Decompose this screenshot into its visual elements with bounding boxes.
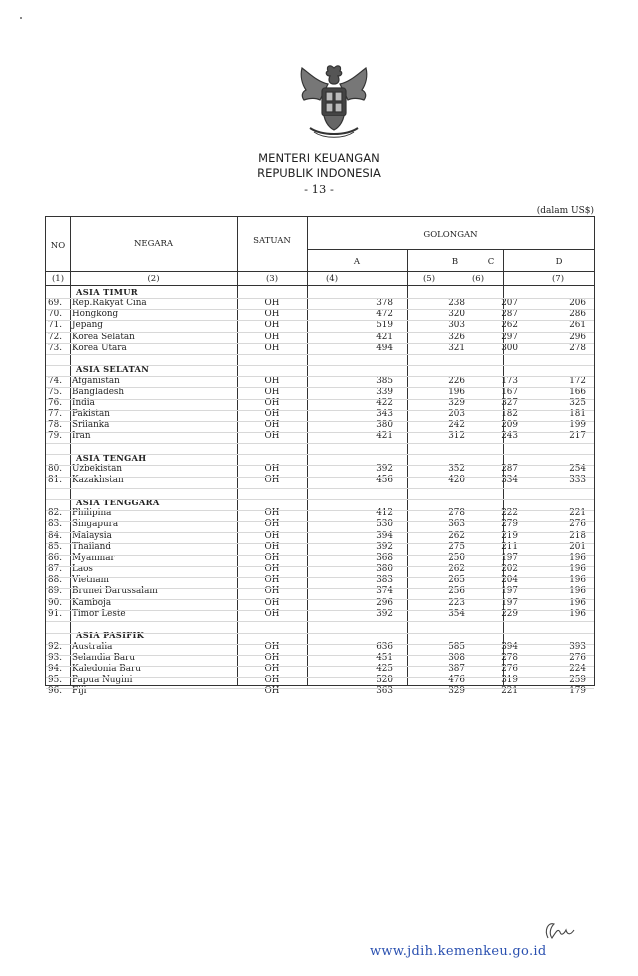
row-number: 83. bbox=[48, 519, 62, 530]
value-b: 262 bbox=[448, 564, 465, 575]
col-index: (7) bbox=[551, 274, 565, 284]
row-number: 90. bbox=[48, 597, 62, 608]
country-name: Singapura bbox=[72, 519, 119, 530]
country-name: Kamboja bbox=[72, 597, 112, 608]
unit-cell: OH bbox=[264, 575, 280, 586]
value-b: 326 bbox=[448, 331, 465, 342]
country-name: Rep.Rakyat Cina bbox=[72, 298, 147, 309]
row-separator bbox=[46, 655, 594, 656]
unit-cell: OH bbox=[264, 652, 280, 663]
garuda-emblem-icon bbox=[288, 54, 380, 146]
unit-cell: OH bbox=[264, 564, 280, 575]
value-d: 196 bbox=[569, 586, 586, 597]
row-separator bbox=[46, 621, 594, 622]
row-number: 91. bbox=[48, 608, 62, 619]
value-c: 297 bbox=[501, 331, 518, 342]
section-title: ASIA TIMUR bbox=[76, 287, 139, 297]
country-name: Australia bbox=[72, 641, 113, 652]
unit-cell: OH bbox=[264, 386, 280, 397]
country-name: Fiji bbox=[72, 686, 87, 697]
row-separator bbox=[46, 320, 594, 321]
value-d: 196 bbox=[569, 597, 586, 608]
value-a: 421 bbox=[376, 331, 393, 342]
value-a: 392 bbox=[376, 464, 393, 475]
value-a: 392 bbox=[376, 608, 393, 619]
row-separator bbox=[46, 644, 594, 645]
value-d: 196 bbox=[569, 608, 586, 619]
unit-cell: OH bbox=[264, 675, 280, 686]
header-line-1: MENTERI KEUANGAN bbox=[258, 151, 380, 165]
row-number: 92. bbox=[48, 641, 62, 652]
value-d: 172 bbox=[569, 375, 586, 386]
row-separator bbox=[46, 376, 594, 377]
value-d: 201 bbox=[569, 541, 586, 552]
value-c: 202 bbox=[501, 564, 518, 575]
value-c: 219 bbox=[501, 530, 518, 541]
country-name: Laos bbox=[72, 564, 93, 575]
row-number: 87. bbox=[48, 564, 62, 575]
value-a: 520 bbox=[376, 675, 393, 686]
value-d: 261 bbox=[569, 320, 586, 331]
country-name: Afganistan bbox=[72, 375, 120, 386]
row-number: 86. bbox=[48, 552, 62, 563]
value-a: 339 bbox=[376, 386, 393, 397]
row-number: 75. bbox=[48, 386, 62, 397]
country-name: Hongkong bbox=[72, 309, 119, 320]
page-number: - 13 - bbox=[304, 182, 334, 196]
unit-cell: OH bbox=[264, 608, 280, 619]
value-d: 181 bbox=[569, 409, 586, 420]
value-d: 276 bbox=[569, 652, 586, 663]
value-a: 456 bbox=[376, 475, 393, 486]
value-c: 287 bbox=[501, 309, 518, 320]
value-b: 275 bbox=[448, 541, 465, 552]
value-c: 222 bbox=[501, 508, 518, 519]
value-d: 296 bbox=[569, 331, 586, 342]
value-d: 325 bbox=[569, 397, 586, 408]
row-number: 88. bbox=[48, 575, 62, 586]
value-d: 278 bbox=[569, 342, 586, 353]
value-b: 354 bbox=[448, 608, 465, 619]
row-number: 94. bbox=[48, 663, 62, 674]
col-no-header: NO bbox=[50, 241, 66, 251]
col-index: (4) bbox=[325, 274, 339, 284]
section-title: ASIA TENGAH bbox=[76, 453, 147, 464]
value-a: 392 bbox=[376, 541, 393, 552]
header-line bbox=[46, 285, 594, 286]
unit-cell: OH bbox=[264, 409, 280, 420]
value-c: 173 bbox=[501, 375, 518, 386]
unit-cell: OH bbox=[264, 530, 280, 541]
value-d: 276 bbox=[569, 519, 586, 530]
col-golongan-header: GOLONGAN bbox=[423, 230, 478, 240]
country-name: Korea Selatan bbox=[72, 331, 135, 342]
value-a: 343 bbox=[376, 409, 393, 420]
unit-cell: OH bbox=[264, 552, 280, 563]
value-b: 321 bbox=[448, 342, 465, 353]
row-number: 76. bbox=[48, 397, 62, 408]
value-c: 167 bbox=[501, 386, 518, 397]
unit-cell: OH bbox=[264, 541, 280, 552]
value-c: 334 bbox=[501, 475, 518, 486]
row-separator bbox=[46, 688, 594, 689]
value-d: 179 bbox=[569, 686, 586, 697]
value-d: 199 bbox=[569, 420, 586, 431]
row-separator bbox=[46, 309, 594, 310]
unit-cell: OH bbox=[264, 431, 280, 442]
row-separator bbox=[46, 610, 594, 611]
row-number: 81. bbox=[48, 475, 62, 486]
value-c: 197 bbox=[501, 586, 518, 597]
value-d: 196 bbox=[569, 564, 586, 575]
row-separator bbox=[46, 410, 594, 411]
value-b: 387 bbox=[448, 663, 465, 674]
value-d: 259 bbox=[569, 675, 586, 686]
value-a: 425 bbox=[376, 663, 393, 674]
value-c: 207 bbox=[501, 298, 518, 309]
value-b: 585 bbox=[448, 641, 465, 652]
value-a: 380 bbox=[376, 420, 393, 431]
value-a: 472 bbox=[376, 309, 393, 320]
country-name: Bangladesh bbox=[72, 386, 125, 397]
unit-cell: OH bbox=[264, 464, 280, 475]
value-b: 242 bbox=[448, 420, 465, 431]
section-title: ASIA TENGGARA bbox=[76, 497, 160, 508]
value-b: 196 bbox=[448, 386, 465, 397]
country-name: Iran bbox=[72, 431, 91, 442]
value-d: 393 bbox=[569, 641, 586, 652]
value-d: 196 bbox=[569, 552, 586, 563]
row-separator bbox=[46, 532, 594, 533]
value-a: 385 bbox=[376, 375, 393, 386]
value-d: 217 bbox=[569, 431, 586, 442]
section-title: ASIA SELATAN bbox=[76, 364, 150, 375]
unit-cell: OH bbox=[264, 375, 280, 386]
row-number: 74. bbox=[48, 375, 62, 386]
unit-cell: OH bbox=[264, 586, 280, 597]
value-a: 383 bbox=[376, 575, 393, 586]
col-index: (3) bbox=[265, 274, 279, 284]
country-name: Philipina bbox=[72, 508, 112, 519]
col-b-header: B bbox=[451, 257, 459, 267]
value-c: 221 bbox=[501, 686, 518, 697]
unit-cell: OH bbox=[264, 309, 280, 320]
row-separator bbox=[46, 365, 594, 366]
value-a: 530 bbox=[376, 519, 393, 530]
value-b: 256 bbox=[448, 586, 465, 597]
value-a: 363 bbox=[376, 686, 393, 697]
row-separator bbox=[46, 510, 594, 511]
value-c: 243 bbox=[501, 431, 518, 442]
value-c: 300 bbox=[501, 342, 518, 353]
value-c: 276 bbox=[501, 663, 518, 674]
value-b: 303 bbox=[448, 320, 465, 331]
value-a: 368 bbox=[376, 552, 393, 563]
value-c: 279 bbox=[501, 519, 518, 530]
country-name: Jepang bbox=[72, 320, 103, 331]
value-c: 209 bbox=[501, 420, 518, 431]
country-name: Korea Utara bbox=[72, 342, 127, 353]
row-separator bbox=[46, 332, 594, 333]
value-b: 329 bbox=[448, 397, 465, 408]
value-a: 636 bbox=[376, 641, 393, 652]
unit-cell: OH bbox=[264, 298, 280, 309]
row-separator bbox=[46, 387, 594, 388]
row-separator bbox=[46, 555, 594, 556]
unit-cell: OH bbox=[264, 475, 280, 486]
value-b: 250 bbox=[448, 552, 465, 563]
value-a: 451 bbox=[376, 652, 393, 663]
country-name: Myanmar bbox=[72, 552, 115, 563]
value-b: 363 bbox=[448, 519, 465, 530]
value-b: 352 bbox=[448, 464, 465, 475]
country-name: Timor Leste bbox=[72, 608, 126, 619]
country-name: Srilanka bbox=[72, 420, 110, 431]
unit-cell: OH bbox=[264, 342, 280, 353]
country-name: Kaledonia Baru bbox=[72, 663, 141, 674]
row-separator bbox=[46, 633, 594, 634]
row-number: 72. bbox=[48, 331, 62, 342]
unit-cell: OH bbox=[264, 686, 280, 697]
row-number: 79. bbox=[48, 431, 62, 442]
row-number: 80. bbox=[48, 464, 62, 475]
row-number: 71. bbox=[48, 320, 62, 331]
value-b: 226 bbox=[448, 375, 465, 386]
value-b: 476 bbox=[448, 675, 465, 686]
unit-cell: OH bbox=[264, 641, 280, 652]
value-c: 327 bbox=[501, 397, 518, 408]
value-d: 221 bbox=[569, 508, 586, 519]
row-number: 96. bbox=[48, 686, 62, 697]
value-d: 206 bbox=[569, 298, 586, 309]
row-separator bbox=[46, 399, 594, 400]
col-satuan-header: SATUAN bbox=[253, 236, 291, 246]
value-c: 211 bbox=[501, 541, 518, 552]
row-number: 85. bbox=[48, 541, 62, 552]
currency-unit: (dalam US$) bbox=[536, 206, 594, 216]
row-separator bbox=[46, 666, 594, 667]
value-c: 229 bbox=[501, 608, 518, 619]
unit-cell: OH bbox=[264, 320, 280, 331]
row-separator bbox=[46, 577, 594, 578]
header-line-2: REPUBLIK INDONESIA bbox=[257, 166, 381, 180]
row-separator bbox=[46, 521, 594, 522]
row-separator bbox=[46, 421, 594, 422]
unit-cell: OH bbox=[264, 508, 280, 519]
signature-icon bbox=[540, 918, 582, 942]
value-b: 312 bbox=[448, 431, 465, 442]
value-a: 394 bbox=[376, 530, 393, 541]
value-a: 378 bbox=[376, 298, 393, 309]
value-b: 238 bbox=[448, 298, 465, 309]
value-c: 262 bbox=[501, 320, 518, 331]
row-separator bbox=[46, 454, 594, 455]
value-c: 287 bbox=[501, 464, 518, 475]
col-index: (5) bbox=[422, 274, 436, 284]
col-index: (6) bbox=[471, 274, 485, 284]
row-number: 82. bbox=[48, 508, 62, 519]
value-a: 494 bbox=[376, 342, 393, 353]
country-name: India bbox=[72, 397, 95, 408]
footer-url[interactable]: www.jdih.kemenkeu.go.id bbox=[370, 944, 547, 959]
country-name: Papua Nugini bbox=[72, 675, 133, 686]
row-number: 70. bbox=[48, 309, 62, 320]
row-separator bbox=[46, 354, 594, 355]
country-name: Uzbekistan bbox=[72, 464, 122, 475]
value-b: 308 bbox=[448, 652, 465, 663]
row-number: 73. bbox=[48, 342, 62, 353]
value-c: 278 bbox=[501, 652, 518, 663]
value-a: 422 bbox=[376, 397, 393, 408]
value-c: 197 bbox=[501, 552, 518, 563]
row-number: 69. bbox=[48, 298, 62, 309]
country-name: Pakistan bbox=[72, 409, 110, 420]
value-b: 420 bbox=[448, 475, 465, 486]
row-number: 89. bbox=[48, 586, 62, 597]
value-b: 320 bbox=[448, 309, 465, 320]
value-b: 203 bbox=[448, 409, 465, 420]
unit-cell: OH bbox=[264, 397, 280, 408]
row-number: 93. bbox=[48, 652, 62, 663]
row-separator bbox=[46, 477, 594, 478]
value-d: 286 bbox=[569, 309, 586, 320]
country-name: Selandia Baru bbox=[72, 652, 136, 663]
row-separator bbox=[46, 499, 594, 500]
value-b: 262 bbox=[448, 530, 465, 541]
col-index: (2) bbox=[147, 274, 160, 284]
row-separator bbox=[46, 298, 594, 299]
row-separator bbox=[46, 599, 594, 600]
row-separator bbox=[46, 543, 594, 544]
row-separator bbox=[46, 566, 594, 567]
row-number: 84. bbox=[48, 530, 62, 541]
value-d: 254 bbox=[569, 464, 586, 475]
unit-cell: OH bbox=[264, 519, 280, 530]
unit-cell: OH bbox=[264, 597, 280, 608]
header-line bbox=[307, 249, 594, 250]
value-a: 296 bbox=[376, 597, 393, 608]
value-a: 380 bbox=[376, 564, 393, 575]
row-separator bbox=[46, 443, 594, 444]
row-separator bbox=[46, 588, 594, 589]
row-separator bbox=[46, 432, 594, 433]
country-name: Kazakhstan bbox=[72, 475, 124, 486]
value-a: 519 bbox=[376, 320, 393, 331]
country-name: Malaysia bbox=[72, 530, 112, 541]
unit-cell: OH bbox=[264, 420, 280, 431]
rates-table bbox=[45, 216, 595, 697]
row-separator bbox=[46, 465, 594, 466]
value-a: 374 bbox=[376, 586, 393, 597]
value-c: 204 bbox=[501, 575, 518, 586]
col-negara-header: NEGARA bbox=[133, 239, 174, 249]
value-a: 421 bbox=[376, 431, 393, 442]
row-separator bbox=[46, 488, 594, 489]
row-separator bbox=[46, 677, 594, 678]
value-d: 333 bbox=[569, 475, 586, 486]
row-number: 95. bbox=[48, 675, 62, 686]
value-c: 197 bbox=[501, 597, 518, 608]
value-c: 394 bbox=[501, 641, 518, 652]
col-c-header: C bbox=[487, 257, 495, 267]
country-name: Brunei Darussalam bbox=[72, 586, 158, 597]
value-b: 265 bbox=[448, 575, 465, 586]
col-index: (1) bbox=[51, 274, 65, 284]
value-d: 166 bbox=[569, 386, 586, 397]
section-title: ASIA PASIFIK bbox=[76, 630, 145, 641]
col-a-header: A bbox=[353, 257, 361, 267]
row-number: 77. bbox=[48, 409, 62, 420]
col-line bbox=[70, 217, 71, 685]
value-c: 182 bbox=[501, 409, 518, 420]
value-b: 223 bbox=[448, 597, 465, 608]
country-name: Thailand bbox=[72, 541, 111, 552]
unit-cell: OH bbox=[264, 331, 280, 342]
unit-cell: OH bbox=[264, 663, 280, 674]
row-separator bbox=[46, 343, 594, 344]
value-a: 412 bbox=[376, 508, 393, 519]
country-name: Vietnam bbox=[72, 575, 110, 586]
scan-dot bbox=[20, 17, 22, 19]
col-d-header: D bbox=[555, 257, 563, 267]
value-d: 224 bbox=[569, 663, 586, 674]
value-d: 218 bbox=[569, 530, 586, 541]
value-c: 319 bbox=[501, 675, 518, 686]
value-b: 278 bbox=[448, 508, 465, 519]
value-b: 329 bbox=[448, 686, 465, 697]
value-d: 196 bbox=[569, 575, 586, 586]
header-line bbox=[46, 271, 594, 272]
row-number: 78. bbox=[48, 420, 62, 431]
